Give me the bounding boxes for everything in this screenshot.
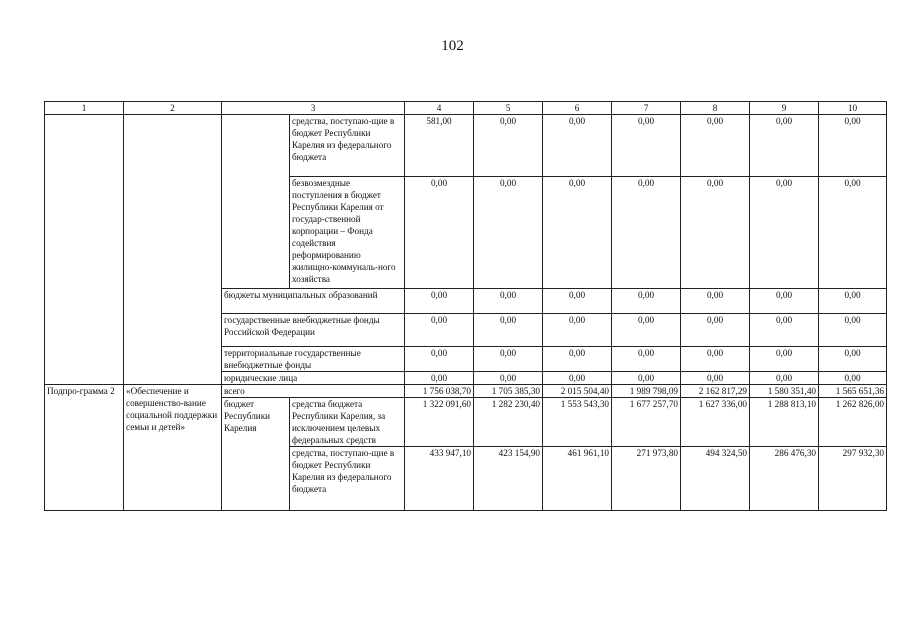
table-row [45, 115, 887, 177]
value-cell: 0,00 [543, 347, 612, 372]
source-label: средства бюджета Республики Карелия, за исключением целевых федеральных средств [290, 398, 405, 447]
value-cell: 0,00 [405, 314, 474, 347]
value-cell: 1 705 385,30 [474, 385, 543, 398]
value-cell: 494 324,50 [681, 447, 750, 511]
value-cell: 0,00 [681, 372, 750, 385]
value-cell: 0,00 [543, 372, 612, 385]
value-cell: 0,00 [405, 347, 474, 372]
value-cell: 423 154,90 [474, 447, 543, 511]
value-cell: 1 322 091,60 [405, 398, 474, 447]
value-cell: 0,00 [405, 177, 474, 289]
header-cell: 5 [474, 102, 543, 115]
value-cell: 0,00 [543, 289, 612, 314]
value-cell: 0,00 [750, 347, 819, 372]
value-cell: 0,00 [612, 372, 681, 385]
value-cell: 0,00 [819, 115, 887, 177]
column-number-row [45, 102, 887, 115]
header-cell: 2 [124, 102, 222, 115]
value-cell: 1 580 351,40 [750, 385, 819, 398]
value-cell: 0,00 [612, 177, 681, 289]
value-cell: 0,00 [750, 177, 819, 289]
value-cell: 0,00 [474, 372, 543, 385]
source-label: средства, поступаю-щие в бюджет Республики Карелия из федерального бюджета [290, 115, 405, 177]
value-cell: 297 932,30 [819, 447, 887, 511]
value-cell: 0,00 [750, 289, 819, 314]
source-label: территориальные государственные внебюджетные фонды [222, 347, 405, 372]
value-cell: 0,00 [681, 289, 750, 314]
value-cell: 0,00 [750, 115, 819, 177]
value-cell: 2 015 504,40 [543, 385, 612, 398]
value-cell: 1 989 798,09 [612, 385, 681, 398]
value-cell: 433 947,10 [405, 447, 474, 511]
value-cell: 0,00 [750, 372, 819, 385]
value-cell: 1 627 336,00 [681, 398, 750, 447]
value-cell: 0,00 [612, 314, 681, 347]
value-cell: 1 677 257,70 [612, 398, 681, 447]
budget-group-label: бюджет Республики Карелия [222, 398, 290, 511]
header-cell: 7 [612, 102, 681, 115]
header-cell: 1 [45, 102, 124, 115]
value-cell: 0,00 [474, 314, 543, 347]
value-cell: 461 961,10 [543, 447, 612, 511]
header-cell: 9 [750, 102, 819, 115]
empty-cell [222, 115, 290, 289]
table-row [45, 385, 887, 398]
financing-table [44, 101, 887, 511]
source-label: безвозмездные поступления в бюджет Республики Карелия от государ-ственной корпорации – Фонда содействия реформированию жилищно-коммуналь-ного хозяйства [290, 177, 405, 289]
header-cell: 10 [819, 102, 887, 115]
subprogram-label: Подпро-грамма 2 [45, 385, 124, 511]
source-label: юридические лица [222, 372, 405, 385]
value-cell: 0,00 [405, 289, 474, 314]
source-label: бюджеты муниципальных образований [222, 289, 405, 314]
value-cell: 0,00 [474, 347, 543, 372]
value-cell: 581,00 [405, 115, 474, 177]
value-cell: 1 553 543,30 [543, 398, 612, 447]
value-cell: 1 756 038,70 [405, 385, 474, 398]
header-cell: 4 [405, 102, 474, 115]
value-cell: 0,00 [819, 372, 887, 385]
header-cell: 6 [543, 102, 612, 115]
value-cell: 0,00 [612, 115, 681, 177]
value-cell: 0,00 [543, 115, 612, 177]
value-cell: 0,00 [681, 314, 750, 347]
value-cell: 0,00 [819, 314, 887, 347]
source-label: средства, поступаю-щие в бюджет Республики Карелия из федерального бюджета [290, 447, 405, 511]
value-cell: 0,00 [819, 177, 887, 289]
value-cell: 0,00 [474, 177, 543, 289]
value-cell: 0,00 [474, 289, 543, 314]
empty-cell [124, 115, 222, 385]
value-cell: 0,00 [750, 314, 819, 347]
header-cell: 3 [222, 102, 405, 115]
header-cell: 8 [681, 102, 750, 115]
value-cell: 0,00 [474, 115, 543, 177]
subprogram-title: «Обеспечение и совершенство-вание социальной поддержки семьи и детей» [124, 385, 222, 511]
value-cell: 1 262 826,00 [819, 398, 887, 447]
value-cell: 0,00 [681, 115, 750, 177]
value-cell: 0,00 [681, 347, 750, 372]
value-cell: 0,00 [405, 372, 474, 385]
value-cell: 0,00 [543, 177, 612, 289]
value-cell: 1 282 230,40 [474, 398, 543, 447]
value-cell: 0,00 [543, 314, 612, 347]
value-cell: 0,00 [819, 347, 887, 372]
value-cell: 271 973,80 [612, 447, 681, 511]
value-cell: 2 162 817,29 [681, 385, 750, 398]
value-cell: 0,00 [681, 177, 750, 289]
value-cell: 0,00 [819, 289, 887, 314]
empty-cell [45, 115, 124, 385]
value-cell: 0,00 [612, 289, 681, 314]
source-label: всего [222, 385, 405, 398]
value-cell: 286 476,30 [750, 447, 819, 511]
value-cell: 0,00 [612, 347, 681, 372]
value-cell: 1 565 651,36 [819, 385, 887, 398]
page-number: 102 [441, 38, 464, 54]
source-label: государственные внебюджетные фонды Российской Федерации [222, 314, 405, 347]
value-cell: 1 288 813,10 [750, 398, 819, 447]
